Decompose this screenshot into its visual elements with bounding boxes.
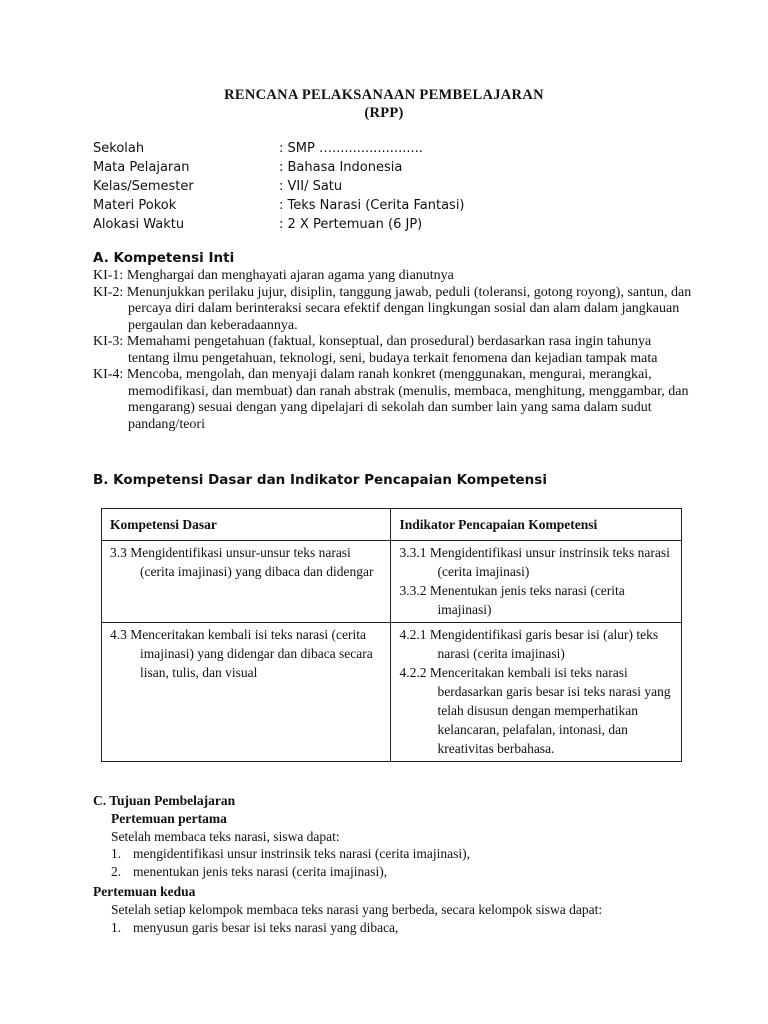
ipk-text: 4.2.2 Menceritakan kembali isi teks narasi berdasarkan garis besar isi teks narasi yang telah disusun dengan memperhatikan kelancaran, pelafalan, intonasi, dan kreativitas berbahasa. [399, 665, 671, 756]
identity-label: Mata Pelajaran [93, 160, 190, 175]
table-header-row [102, 509, 682, 541]
ipk-text: 3.3.2 Menentukan jenis teks narasi (cerita imajinasi) [399, 583, 625, 617]
identity-value: : VII/ Satu [279, 179, 343, 194]
table-cell [391, 623, 682, 762]
list-item [93, 919, 713, 937]
table-cell [391, 541, 682, 623]
identity-value: : 2 X Pertemuan (6 JP) [279, 217, 423, 232]
section-c [93, 792, 713, 936]
list-text: mengidentifikasi unsur instrinsik teks narasi (cerita imajinasi), [133, 846, 471, 862]
list-text: menentukan jenis teks narasi (cerita imajinasi), [133, 864, 388, 880]
meeting-title: Pertemuan kedua [93, 883, 196, 899]
column-header-kd: Kompetensi Dasar [102, 509, 391, 541]
document-title: RENCANA PELAKSANAAN PEMBELAJARAN [224, 87, 544, 103]
ipk-text: 3.3.1 Mengidentifikasi unsur instrinsik teks narasi (cerita imajinasi) [399, 545, 670, 579]
identity-value: : Bahasa Indonesia [279, 160, 403, 175]
list-number: 2. [111, 864, 122, 880]
ki-item: KI-2: Menunjukkan perilaku jujur, disiplin, tanggung jawab, peduli (toleransi, gotong royong), santun, dan percaya diri dalam berinteraksi secara efektif dengan lingkungan sosial dan alam dalam jangkauan pergaulan dan keberadaannya. [93, 284, 692, 333]
document-subtitle: (RPP) [364, 105, 404, 121]
kompetensi-inti-list [93, 268, 693, 433]
ki-item: KI-3: Memahami pengetahuan (faktual, konseptual, dan prosedural) berdasarkan rasa ingin tahunya tentang ilmu pengetahuan, teknologi, seni, budaya terkait fenomena dan kejadian tampak mata [93, 334, 658, 366]
identity-label: Materi Pokok [93, 198, 177, 213]
ki-item: KI-1: Menghargai dan menghayati ajaran agama yang dianutnya [93, 268, 454, 283]
table-cell [102, 541, 391, 623]
section-a-heading: A. Kompetensi Inti [93, 250, 235, 266]
identity-value: : Teks Narasi (Cerita Fantasi) [279, 198, 465, 213]
identity-label: Sekolah [93, 141, 145, 156]
identity-label: Alokasi Waktu [93, 217, 185, 232]
kd-text: 4.3 Menceritakan kembali isi teks narasi (cerita imajinasi) yang didengar dan dibaca secara lisan, tulis, dan visual [110, 627, 373, 680]
column-header-ipk: Indikator Pencapaian Kompetensi [391, 509, 682, 541]
kd-ipk-table [101, 508, 682, 762]
list-item [93, 845, 713, 863]
identity-value: : SMP …...................... [279, 141, 423, 156]
ki-item: KI-4: Mencoba, mengolah, dan menyaji dalam ranah konkret (menggunakan, mengurai, merangkai, memodifikasi, dan membuat) dan ranah abstrak (menulis, membaca, menghitung, menggambar, dan mengarang) sesuai dengan yang dipelajari di sekolah dan sumber lain yang sama dalam sudut pandang/teori [93, 367, 689, 432]
kd-text: 3.3 Mengidentifikasi unsur-unsur teks narasi (cerita imajinasi) yang dibaca dan didengar [110, 545, 374, 579]
list-number: 1. [111, 919, 122, 935]
list-number: 1. [111, 846, 122, 862]
ipk-text: 4.2.1 Mengidentifikasi garis besar isi (alur) teks narasi (cerita imajinasi) [399, 627, 659, 661]
identity-label: Kelas/Semester [93, 179, 194, 194]
table-row [102, 541, 682, 623]
list-text: menyusun garis besar isi teks narasi yang dibaca, [133, 919, 399, 935]
meeting-intro: Setelah setiap kelompok membaca teks narasi yang berbeda, secara kelompok siswa dapat: [111, 901, 603, 917]
meeting-intro: Setelah membaca teks narasi, siswa dapat: [111, 828, 340, 844]
list-item [93, 863, 713, 881]
meeting-title: Pertemuan pertama [111, 810, 227, 826]
section-c-heading: C. Tujuan Pembelajaran [93, 793, 236, 808]
section-b-heading: B. Kompetensi Dasar dan Indikator Pencapaian Kompetensi [93, 472, 547, 488]
table-row [102, 623, 682, 762]
table-cell [102, 623, 391, 762]
